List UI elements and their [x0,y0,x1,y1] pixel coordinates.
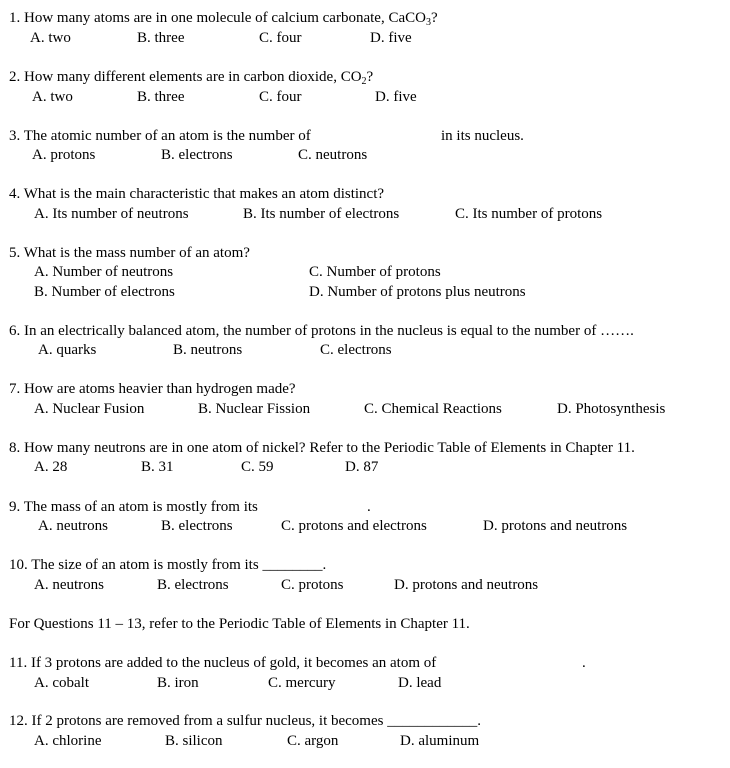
option-11c[interactable]: C. mercury [268,675,336,691]
option-8c[interactable]: C. 59 [241,459,274,475]
option-5d[interactable]: D. Number of protons plus neutrons [309,284,526,300]
option-1d[interactable]: D. five [370,30,412,46]
option-12b[interactable]: B. silicon [165,733,223,749]
question-1-text: 1. How many atoms are in one molecule of calcium carbonate, CaCO [9,10,426,26]
question-10: 10. The size of an atom is mostly from its ________. [9,557,327,573]
question-12: 12. If 2 protons are removed from a sulfur nucleus, it becomes ____________. [9,713,481,729]
instruction-note: For Questions 11 – 13, refer to the Periodic Table of Elements in Chapter 11. [9,616,470,632]
option-8b[interactable]: B. 31 [141,459,174,475]
option-1c[interactable]: C. four [259,30,302,46]
option-6b[interactable]: B. neutrons [173,342,243,358]
question-9: 9. The mass of an atom is mostly from its [9,499,258,515]
option-2b[interactable]: B. three [137,89,185,105]
option-8a[interactable]: A. 28 [34,459,68,475]
question-2: 2. How many different elements are in carbon dioxide, $CO_2$? [9,69,374,87]
option-12c[interactable]: C. argon [287,733,339,749]
subscript-2: 2 [361,76,367,87]
option-4a[interactable]: A. Its number of neutrons [34,206,189,222]
option-4c[interactable]: C. Its number of protons [455,206,603,222]
option-10b[interactable]: B. electrons [157,577,229,593]
option-2a[interactable]: A. two [32,89,73,105]
option-9d[interactable]: D. protons and neutrons [483,518,628,534]
question-2-text: 2. How many different elements are in carbon dioxide, CO [9,69,362,85]
question-11-tail: . [582,655,586,671]
option-5b[interactable]: B. Number of electrons [34,284,175,300]
question-1: 1. How many atoms are in one molecule of calcium carbonate, CaCO$_3$? [9,10,438,28]
option-7d[interactable]: D. Photosynthesis [557,401,666,417]
option-9c[interactable]: C. protons and electrons [281,518,427,534]
option-5a[interactable]: A. Number of neutrons [34,264,174,280]
option-9b[interactable]: B. electrons [161,518,233,534]
option-10d[interactable]: D. protons and neutrons [394,577,539,593]
question-3 [9,128,311,145]
option-4b[interactable]: B. Its number of electrons [243,206,400,222]
option-3c[interactable]: C. neutrons [298,147,368,163]
option-2d[interactable]: D. five [375,89,417,105]
option-7a[interactable]: A. Nuclear Fusion [34,401,145,417]
option-1b[interactable]: B. three [137,30,185,46]
option-6a[interactable]: A. quarks [38,342,97,358]
question-6: 6. In an electrically balanced atom, the number of protons in the nucleus is equal to the number of ……. [9,323,634,339]
option-10a[interactable]: A. neutrons [34,577,104,593]
option-12d[interactable]: D. aluminum [400,733,480,749]
option-11b[interactable]: B. iron [157,675,199,691]
option-6c[interactable]: C. electrons [320,342,392,358]
option-11d[interactable]: D. lead [398,675,442,691]
question-5: 5. What is the mass number of an atom? [9,245,250,261]
option-3a[interactable]: A. protons [32,147,96,163]
option-7c[interactable]: C. Chemical Reactions [364,401,502,417]
question-7: 7. How are atoms heavier than hydrogen made? [9,381,296,397]
option-5c[interactable]: C. Number of protons [309,264,441,280]
option-12a[interactable]: A. chlorine [34,733,102,749]
question-3-text: 3. The atomic number of an atom is the number of [9,128,311,144]
option-10c[interactable]: C. protons [281,577,344,593]
subscript-3: 3 [425,17,431,28]
option-8d[interactable]: D. 87 [345,459,379,475]
option-7b[interactable]: B. Nuclear Fission [198,401,311,417]
option-11a[interactable]: A. cobalt [34,675,89,691]
question-3-tail: in its nucleus. [441,128,524,144]
option-3b[interactable]: B. electrons [161,147,233,163]
question-11: 11. If 3 protons are added to the nucleus of gold, it becomes an atom of [9,655,437,671]
question-9-tail: . [367,499,371,515]
option-9a[interactable]: A. neutrons [38,518,108,534]
question-4: 4. What is the main characteristic that makes an atom distinct? [9,186,385,202]
option-2c[interactable]: C. four [259,89,302,105]
option-1a[interactable]: A. two [30,30,71,46]
question-8: 8. How many neutrons are in one atom of nickel? Refer to the Periodic Table of Elements in Chapter 11. [9,440,635,456]
